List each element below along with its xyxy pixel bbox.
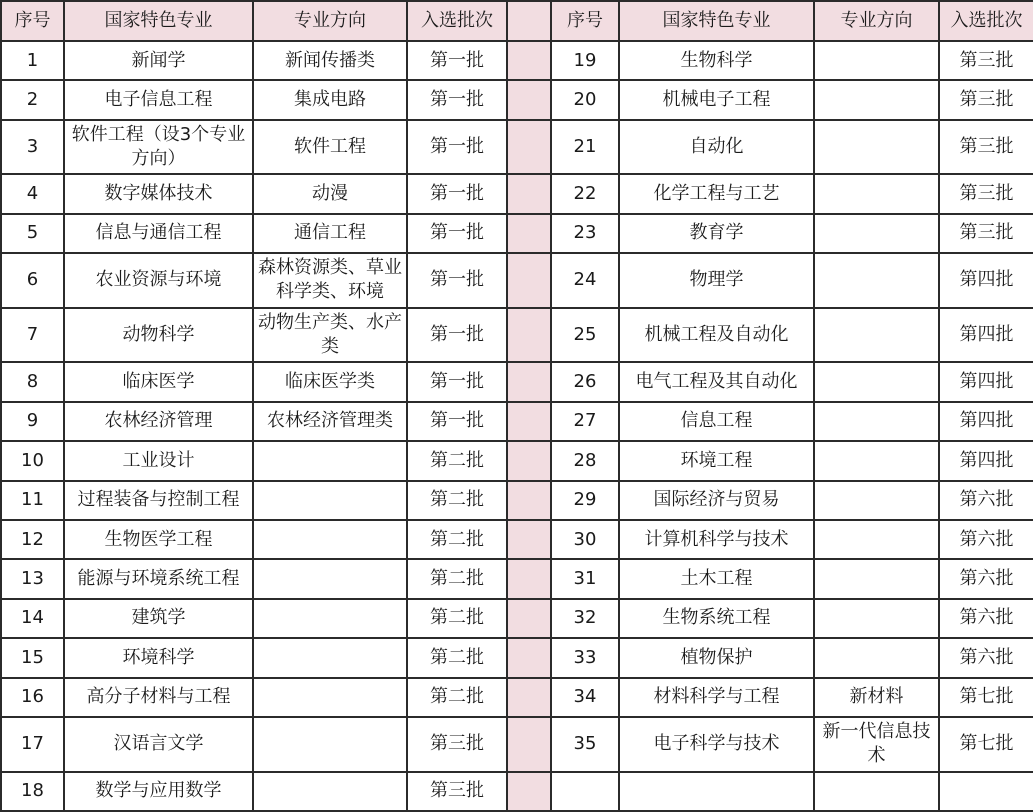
gap-cell	[507, 253, 551, 308]
left-batch-cell: 第一批	[407, 308, 507, 363]
header-major-left: 国家特色专业	[64, 1, 253, 41]
right-seq-cell: 26	[551, 362, 619, 401]
left-seq-cell: 8	[1, 362, 64, 401]
table-row	[1, 214, 1033, 253]
right-major-cell: 信息工程	[619, 402, 814, 441]
right-seq-cell: 28	[551, 441, 619, 480]
right-seq-cell: 22	[551, 174, 619, 213]
left-seq-cell: 18	[1, 772, 64, 811]
left-seq-cell: 17	[1, 717, 64, 772]
left-seq-cell: 5	[1, 214, 64, 253]
left-batch-cell: 第一批	[407, 214, 507, 253]
left-batch-cell: 第一批	[407, 120, 507, 175]
left-batch-cell: 第三批	[407, 772, 507, 811]
right-batch-cell: 第六批	[939, 638, 1033, 677]
gap-cell	[507, 362, 551, 401]
right-major-cell: 电子科学与技术	[619, 717, 814, 772]
right-direction-cell	[814, 174, 939, 213]
left-major-cell: 环境科学	[64, 638, 253, 677]
right-batch-cell: 第三批	[939, 41, 1033, 80]
right-batch-cell: 第六批	[939, 559, 1033, 598]
table-row	[1, 520, 1033, 559]
gap-cell	[507, 41, 551, 80]
table-row	[1, 174, 1033, 213]
left-direction-cell: 集成电路	[253, 80, 407, 119]
left-major-cell: 信息与通信工程	[64, 214, 253, 253]
header-direction-right: 专业方向	[814, 1, 939, 41]
gap-cell	[507, 520, 551, 559]
gap-cell	[507, 638, 551, 677]
right-seq-cell: 20	[551, 80, 619, 119]
left-major-cell: 高分子材料与工程	[64, 678, 253, 717]
left-batch-cell: 第二批	[407, 520, 507, 559]
right-seq-cell: 30	[551, 520, 619, 559]
right-seq-cell	[551, 772, 619, 811]
right-seq-cell: 24	[551, 253, 619, 308]
right-major-cell: 植物保护	[619, 638, 814, 677]
left-direction-cell: 新闻传播类	[253, 41, 407, 80]
right-direction-cell	[814, 80, 939, 119]
left-major-cell: 过程装备与控制工程	[64, 481, 253, 520]
header-direction-left: 专业方向	[253, 1, 407, 41]
left-direction-cell	[253, 441, 407, 480]
gap-cell	[507, 481, 551, 520]
left-major-cell: 新闻学	[64, 41, 253, 80]
table-row	[1, 599, 1033, 638]
left-direction-cell	[253, 481, 407, 520]
right-seq-cell: 33	[551, 638, 619, 677]
right-batch-cell: 第六批	[939, 520, 1033, 559]
left-direction-cell: 森林资源类、草业科学类、环境	[253, 253, 407, 308]
table-row	[1, 80, 1033, 119]
right-direction-cell	[814, 214, 939, 253]
left-direction-cell	[253, 559, 407, 598]
gap-cell	[507, 214, 551, 253]
left-seq-cell: 1	[1, 41, 64, 80]
right-batch-cell	[939, 772, 1033, 811]
left-major-cell: 能源与环境系统工程	[64, 559, 253, 598]
right-direction-cell: 新一代信息技术	[814, 717, 939, 772]
table-row	[1, 441, 1033, 480]
right-major-cell: 电气工程及其自动化	[619, 362, 814, 401]
right-batch-cell: 第四批	[939, 362, 1033, 401]
left-seq-cell: 4	[1, 174, 64, 213]
left-major-cell: 数字媒体技术	[64, 174, 253, 213]
gap-cell	[507, 599, 551, 638]
right-direction-cell	[814, 520, 939, 559]
left-direction-cell: 临床医学类	[253, 362, 407, 401]
right-major-cell: 化学工程与工艺	[619, 174, 814, 213]
header-seq-right: 序号	[551, 1, 619, 41]
right-direction-cell: 新材料	[814, 678, 939, 717]
table-row	[1, 638, 1033, 677]
left-major-cell: 电子信息工程	[64, 80, 253, 119]
left-direction-cell: 动漫	[253, 174, 407, 213]
right-batch-cell: 第四批	[939, 402, 1033, 441]
table-row	[1, 362, 1033, 401]
left-direction-cell	[253, 599, 407, 638]
left-major-cell: 汉语言文学	[64, 717, 253, 772]
gap-cell	[507, 678, 551, 717]
right-direction-cell	[814, 481, 939, 520]
left-major-cell: 临床医学	[64, 362, 253, 401]
left-major-cell: 工业设计	[64, 441, 253, 480]
right-direction-cell	[814, 638, 939, 677]
right-major-cell: 生物系统工程	[619, 599, 814, 638]
table-row	[1, 481, 1033, 520]
left-seq-cell: 3	[1, 120, 64, 175]
header-seq-left: 序号	[1, 1, 64, 41]
table-row	[1, 120, 1033, 175]
left-major-cell: 生物医学工程	[64, 520, 253, 559]
right-batch-cell: 第三批	[939, 120, 1033, 175]
left-seq-cell: 15	[1, 638, 64, 677]
header-row	[1, 1, 1033, 41]
header-batch-right: 入选批次	[939, 1, 1033, 41]
right-major-cell: 机械电子工程	[619, 80, 814, 119]
left-batch-cell: 第一批	[407, 402, 507, 441]
left-seq-cell: 6	[1, 253, 64, 308]
right-direction-cell	[814, 253, 939, 308]
left-direction-cell: 软件工程	[253, 120, 407, 175]
left-seq-cell: 13	[1, 559, 64, 598]
right-major-cell: 生物科学	[619, 41, 814, 80]
left-batch-cell: 第二批	[407, 559, 507, 598]
left-direction-cell	[253, 772, 407, 811]
left-batch-cell: 第一批	[407, 174, 507, 213]
gap-cell	[507, 120, 551, 175]
right-major-cell: 材料科学与工程	[619, 678, 814, 717]
right-direction-cell	[814, 772, 939, 811]
left-batch-cell: 第一批	[407, 253, 507, 308]
gap-cell	[507, 80, 551, 119]
header-batch-left: 入选批次	[407, 1, 507, 41]
table-row	[1, 308, 1033, 363]
right-major-cell: 教育学	[619, 214, 814, 253]
right-batch-cell: 第七批	[939, 678, 1033, 717]
left-batch-cell: 第一批	[407, 362, 507, 401]
left-direction-cell: 农林经济管理类	[253, 402, 407, 441]
left-direction-cell	[253, 638, 407, 677]
gap-cell	[507, 402, 551, 441]
right-major-cell: 环境工程	[619, 441, 814, 480]
gap-cell	[507, 559, 551, 598]
right-direction-cell	[814, 362, 939, 401]
right-seq-cell: 32	[551, 599, 619, 638]
left-batch-cell: 第三批	[407, 717, 507, 772]
gap-cell	[507, 772, 551, 811]
right-direction-cell	[814, 599, 939, 638]
right-major-cell: 机械工程及自动化	[619, 308, 814, 363]
left-seq-cell: 2	[1, 80, 64, 119]
right-major-cell: 计算机科学与技术	[619, 520, 814, 559]
right-direction-cell	[814, 308, 939, 363]
right-major-cell: 国际经济与贸易	[619, 481, 814, 520]
table-row	[1, 678, 1033, 717]
left-direction-cell	[253, 717, 407, 772]
left-seq-cell: 7	[1, 308, 64, 363]
left-batch-cell: 第二批	[407, 441, 507, 480]
right-batch-cell: 第三批	[939, 80, 1033, 119]
right-batch-cell: 第六批	[939, 599, 1033, 638]
table-body	[1, 41, 1033, 811]
table-row	[1, 402, 1033, 441]
left-batch-cell: 第二批	[407, 599, 507, 638]
table-row	[1, 253, 1033, 308]
right-seq-cell: 34	[551, 678, 619, 717]
right-direction-cell	[814, 41, 939, 80]
gap-cell	[507, 717, 551, 772]
right-seq-cell: 21	[551, 120, 619, 175]
right-seq-cell: 35	[551, 717, 619, 772]
left-direction-cell: 动物生产类、水产类	[253, 308, 407, 363]
gap-cell	[507, 174, 551, 213]
left-batch-cell: 第一批	[407, 41, 507, 80]
left-seq-cell: 12	[1, 520, 64, 559]
right-major-cell: 自动化	[619, 120, 814, 175]
left-major-cell: 动物科学	[64, 308, 253, 363]
left-seq-cell: 16	[1, 678, 64, 717]
right-direction-cell	[814, 402, 939, 441]
right-batch-cell: 第四批	[939, 253, 1033, 308]
right-batch-cell: 第三批	[939, 174, 1033, 213]
right-major-cell: 土木工程	[619, 559, 814, 598]
table-row	[1, 772, 1033, 811]
left-direction-cell	[253, 520, 407, 559]
right-seq-cell: 27	[551, 402, 619, 441]
right-batch-cell: 第三批	[939, 214, 1033, 253]
left-major-cell: 数学与应用数学	[64, 772, 253, 811]
right-direction-cell	[814, 441, 939, 480]
right-seq-cell: 19	[551, 41, 619, 80]
right-batch-cell: 第七批	[939, 717, 1033, 772]
left-major-cell: 建筑学	[64, 599, 253, 638]
right-major-cell: 物理学	[619, 253, 814, 308]
gap-cell	[507, 308, 551, 363]
header-gap	[507, 1, 551, 41]
left-direction-cell: 通信工程	[253, 214, 407, 253]
right-seq-cell: 25	[551, 308, 619, 363]
right-batch-cell: 第四批	[939, 441, 1033, 480]
right-seq-cell: 31	[551, 559, 619, 598]
left-batch-cell: 第二批	[407, 638, 507, 677]
right-direction-cell	[814, 559, 939, 598]
right-seq-cell: 23	[551, 214, 619, 253]
table-row	[1, 41, 1033, 80]
table-row	[1, 559, 1033, 598]
table-row	[1, 717, 1033, 772]
header-major-right: 国家特色专业	[619, 1, 814, 41]
left-seq-cell: 11	[1, 481, 64, 520]
left-seq-cell: 10	[1, 441, 64, 480]
gap-cell	[507, 441, 551, 480]
left-seq-cell: 9	[1, 402, 64, 441]
left-batch-cell: 第一批	[407, 80, 507, 119]
right-direction-cell	[814, 120, 939, 175]
right-batch-cell: 第六批	[939, 481, 1033, 520]
left-batch-cell: 第二批	[407, 678, 507, 717]
left-batch-cell: 第二批	[407, 481, 507, 520]
left-seq-cell: 14	[1, 599, 64, 638]
right-seq-cell: 29	[551, 481, 619, 520]
right-batch-cell: 第四批	[939, 308, 1033, 363]
left-major-cell: 农业资源与环境	[64, 253, 253, 308]
left-major-cell: 农林经济管理	[64, 402, 253, 441]
left-major-cell: 软件工程（设3个专业方向）	[64, 120, 253, 175]
left-direction-cell	[253, 678, 407, 717]
right-major-cell	[619, 772, 814, 811]
